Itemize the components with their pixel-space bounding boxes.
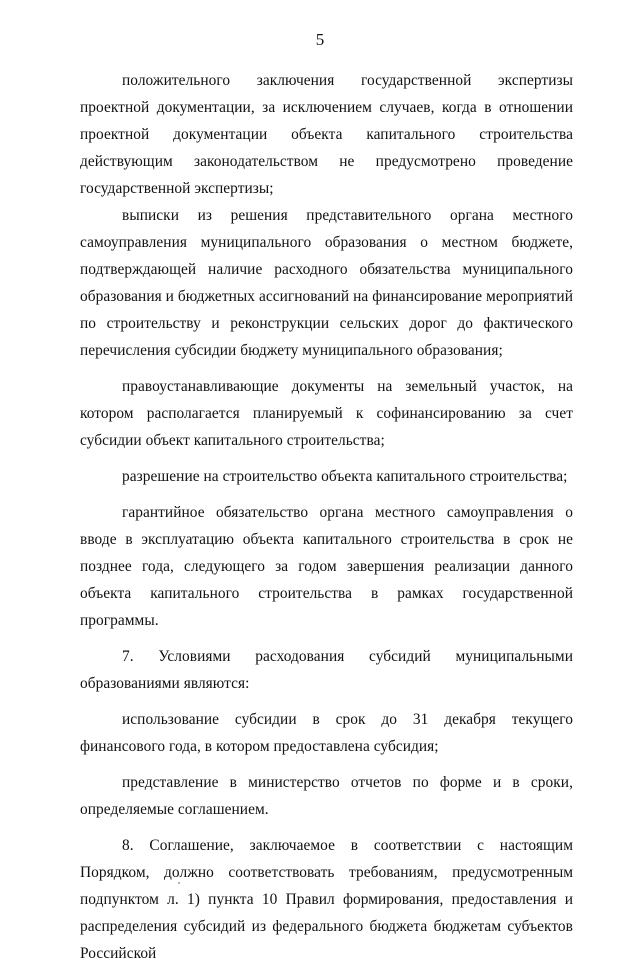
paragraph-land-documents: правоустанавливающие документы на земельный участок, на котором располагается планируемый к софинансированию за счет субсидии объект капитального строительства;	[80, 378, 573, 449]
paragraph-expertise-conclusion: положительного заключения государственной экспертизы проектной документации, за исключением случаев, когда в отношении проектной документации объекта капитального строительства действующим законодательством не предусмотрено проведение государственной экспертизы;	[80, 72, 573, 197]
paragraph-guarantee-obligation: гарантийное обязательство органа местного самоуправления о вводе в эксплуатацию объекта капитального строительства в срок не позднее года, следующего за годом завершения реализации данного объекта капитального строительства в рамках государственной программы.	[80, 504, 573, 629]
paragraph-subsidy-usage: использование субсидии в срок до 31 декабря текущего финансового года, в котором предоставлена субсидия;	[80, 711, 573, 755]
paragraph-budget-extract: выписки из решения представительного органа местного самоуправления муниципального образования о местном бюджете, подтверждающей наличие расходного обязательства муниципального образования и бюджетных ассигнований на финансирование мероприятий по строительству и реконструкции сельских дорог до фактического перечисления субсидии бюджету муниципального образования;	[80, 207, 573, 359]
page-number: 5	[315, 30, 325, 49]
paragraph-section-7: 7. Условиями расходования субсидий муниципальными образованиями являются:	[80, 648, 573, 692]
document-body	[80, 67, 573, 976]
paragraph-section-8: 8. Соглашение, заключаемое в соответствии с настоящим Порядком, должно соответствовать требованиям, предусмотренным подпунктом л. 1) пункта 10 Правил формирования, предоставления и распределения субсидий из федерального бюджета бюджетам субъектов Российской	[80, 837, 573, 962]
paragraph-construction-permit: разрешение на строительство объекта капитального строительства;	[122, 468, 568, 485]
paragraph-reports: представление в министерство отчетов по форме и в сроки, определяемые соглашением.	[80, 774, 573, 818]
scan-speck	[178, 882, 180, 884]
